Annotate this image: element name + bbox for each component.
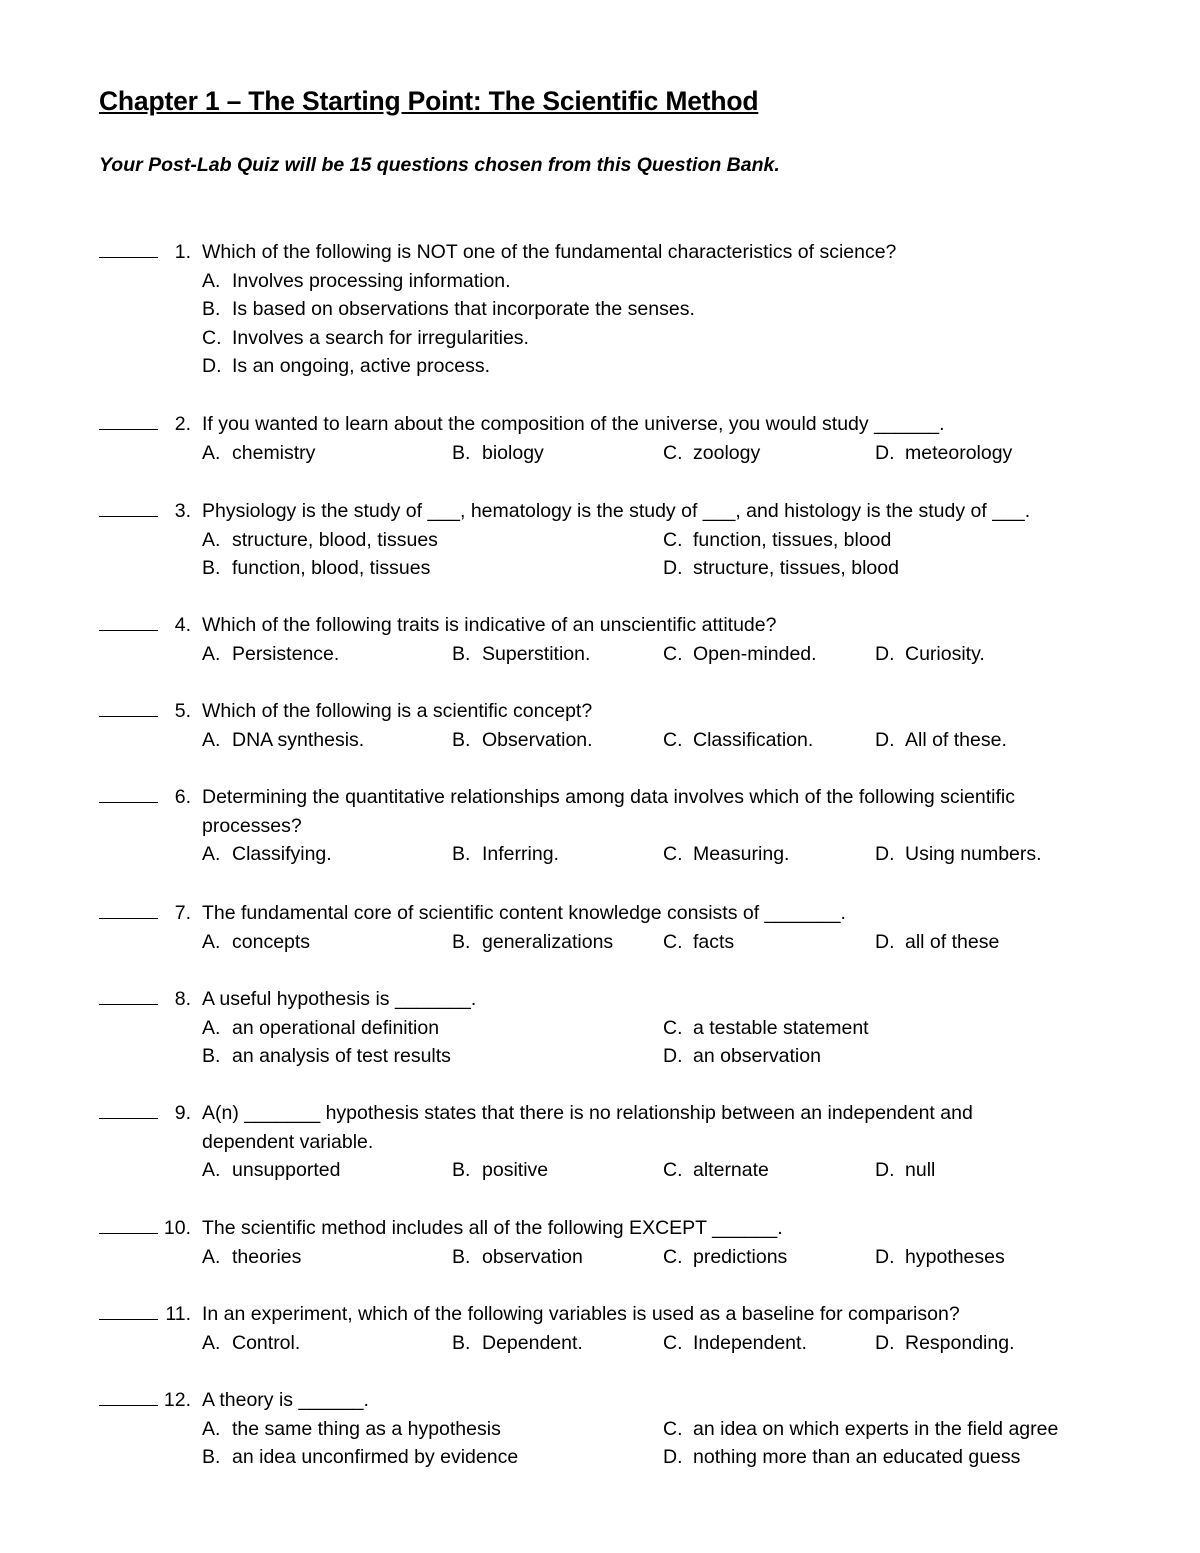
option-letter: C.: [663, 843, 683, 865]
option-text: predictions: [693, 1245, 788, 1268]
option-letter: A.: [202, 1417, 221, 1440]
question-text: [202, 1214, 1142, 1243]
option-letter: B.: [452, 843, 471, 865]
option-text: an observation: [693, 1045, 821, 1067]
question-text-line: The scientific method includes all of the following EXCEPT ______.: [202, 1217, 783, 1239]
option-letter: D.: [875, 1245, 895, 1268]
option-letter: D.: [875, 441, 895, 464]
question-number: 8.: [174, 988, 191, 1010]
option-text: Involves processing information.: [232, 269, 511, 292]
question-text-line: processes?: [202, 814, 302, 837]
option-letter: D.: [663, 1045, 683, 1067]
option-text: Independent.: [693, 1331, 807, 1354]
option-text: Is based on observations that incorporate the senses.: [232, 298, 695, 320]
question-text: [202, 238, 1142, 267]
option-letter: A.: [202, 441, 221, 464]
answer-option: [202, 554, 430, 583]
option-letter: C.: [663, 1016, 683, 1039]
option-text: nothing more than an educated guess: [693, 1446, 1021, 1468]
answer-option: [202, 295, 695, 324]
option-letter: A.: [202, 1159, 221, 1181]
option-text: unsupported: [232, 1159, 341, 1181]
question-text: [202, 697, 1142, 726]
answer-blank: [99, 1118, 158, 1119]
option-letter: C.: [663, 441, 683, 464]
answer-option: [452, 928, 613, 957]
option-letter: C.: [663, 728, 683, 751]
option-text: generalizations: [482, 930, 614, 953]
question-text-line: Which of the following is a scientific concept?: [202, 700, 593, 722]
answer-option: [663, 1156, 769, 1185]
option-letter: A.: [202, 528, 221, 551]
question-text-line: Determining the quantitative relationships among data involves which of the following scientific: [202, 786, 1015, 808]
question-text-line: Physiology is the study of ___, hematology is the study of ___, and histology is the study of ___.: [202, 500, 1031, 522]
option-letter: B.: [452, 930, 471, 953]
option-text: Inferring.: [482, 843, 559, 865]
option-letter: A.: [202, 1331, 221, 1354]
answer-option: [202, 1415, 501, 1444]
option-text: the same thing as a hypothesis: [232, 1417, 501, 1440]
option-letter: D.: [663, 1446, 683, 1468]
option-letter: C.: [663, 1245, 683, 1268]
option-text: Is an ongoing, active process.: [232, 355, 490, 377]
option-letter: A.: [202, 1245, 221, 1268]
option-text: Control.: [232, 1331, 301, 1354]
option-text: null: [905, 1159, 936, 1181]
option-text: Measuring.: [693, 843, 790, 865]
question-number: 10.: [163, 1217, 191, 1239]
option-letter: B.: [452, 728, 471, 751]
answer-blank: [99, 1004, 158, 1005]
answer-blank: [99, 1233, 158, 1234]
option-text: DNA synthesis.: [232, 728, 365, 751]
answer-option: [202, 526, 438, 555]
option-text: chemistry: [232, 441, 316, 464]
option-letter: D.: [875, 642, 895, 665]
question-text: [202, 985, 1142, 1014]
question-text: [202, 1099, 1142, 1156]
question-number: 7.: [174, 902, 191, 924]
option-text: Involves a search for irregularities.: [232, 326, 529, 349]
option-text: meteorology: [905, 441, 1013, 464]
option-text: all of these: [905, 930, 1000, 953]
answer-option: [663, 1415, 1058, 1444]
option-text: structure, tissues, blood: [693, 557, 899, 579]
option-letter: B.: [202, 557, 221, 579]
question-text-line: Which of the following is NOT one of the fundamental characteristics of science?: [202, 241, 897, 263]
question-number: 2.: [174, 413, 191, 435]
option-text: structure, blood, tissues: [232, 528, 438, 551]
option-text: concepts: [232, 930, 311, 953]
option-text: theories: [232, 1245, 302, 1268]
answer-option: [202, 1014, 439, 1043]
answer-option: [875, 1156, 935, 1185]
question-number: 9.: [174, 1102, 191, 1124]
option-text: observation: [482, 1245, 583, 1268]
question-text-line: A useful hypothesis is _______.: [202, 988, 477, 1010]
option-letter: B.: [202, 1045, 221, 1067]
answer-option: [663, 1243, 787, 1272]
question-number: 5.: [174, 700, 191, 722]
answer-blank: [99, 429, 158, 430]
answer-option: [452, 840, 559, 869]
answer-option: [663, 640, 817, 669]
answer-option: [202, 726, 364, 755]
option-letter: C.: [663, 528, 683, 551]
question-text-line: A(n) _______ hypothesis states that there is no relationship between an independent and: [202, 1102, 973, 1124]
option-letter: C.: [663, 642, 683, 665]
answer-option: [452, 1156, 548, 1185]
option-text: zoology: [693, 441, 761, 464]
option-letter: C.: [663, 1417, 683, 1440]
option-letter: A.: [202, 1016, 221, 1039]
answer-option: [202, 1042, 451, 1071]
option-letter: C.: [663, 930, 683, 953]
option-text: Curiosity.: [905, 642, 985, 665]
option-letter: B.: [452, 441, 471, 464]
option-text: hypotheses: [905, 1245, 1005, 1268]
question-text-line: If you wanted to learn about the composition of the universe, you would study ______.: [202, 413, 945, 435]
option-text: Open-minded.: [693, 642, 817, 665]
answer-option: [202, 324, 529, 353]
option-letter: B.: [452, 1159, 471, 1181]
answer-option: [202, 267, 511, 296]
answer-blank: [99, 1405, 158, 1406]
option-letter: C.: [663, 1331, 683, 1354]
answer-option: [663, 928, 734, 957]
option-letter: A.: [202, 843, 221, 865]
question-number: 6.: [174, 786, 191, 808]
option-text: Responding.: [905, 1331, 1015, 1354]
option-text: an operational definition: [232, 1016, 440, 1039]
option-letter: B.: [452, 1331, 471, 1354]
question-text-line: A theory is ______.: [202, 1389, 369, 1411]
option-letter: D.: [875, 843, 895, 865]
option-letter: D.: [663, 557, 683, 579]
option-text: Superstition.: [482, 642, 591, 665]
option-text: an idea on which experts in the field agree: [693, 1417, 1059, 1440]
answer-option: [452, 1243, 583, 1272]
answer-option: [663, 840, 789, 869]
question-text-line: dependent variable.: [202, 1130, 374, 1153]
answer-option: [663, 1329, 807, 1358]
answer-option: [202, 1156, 340, 1185]
answer-option: [202, 352, 490, 381]
option-letter: D.: [875, 728, 895, 751]
answer-option: [202, 1443, 518, 1472]
answer-option: [663, 554, 899, 583]
answer-option: [202, 1329, 300, 1358]
option-letter: C.: [663, 1159, 683, 1181]
answer-option: [202, 1243, 301, 1272]
answer-option: [663, 526, 891, 555]
answer-blank: [99, 516, 158, 517]
answer-option: [875, 640, 985, 669]
question-number: 12.: [163, 1389, 191, 1411]
answer-blank: [99, 802, 158, 803]
option-letter: D.: [875, 1331, 895, 1354]
answer-option: [875, 840, 1042, 869]
option-text: a testable statement: [693, 1016, 869, 1039]
option-text: Persistence.: [232, 642, 340, 665]
option-letter: A.: [202, 930, 221, 953]
question-text: [202, 899, 1142, 928]
question-text: [202, 1386, 1142, 1415]
answer-option: [452, 1329, 583, 1358]
question-text: [202, 410, 1142, 439]
answer-option: [452, 726, 593, 755]
option-letter: D.: [875, 930, 895, 953]
option-letter: A.: [202, 642, 221, 665]
option-letter: C.: [202, 326, 222, 349]
question-number: 11.: [165, 1303, 191, 1325]
option-text: positive: [482, 1159, 549, 1181]
option-text: facts: [693, 930, 735, 953]
question-text: [202, 497, 1142, 526]
option-text: an idea unconfirmed by evidence: [232, 1446, 519, 1468]
option-letter: B.: [452, 1245, 471, 1268]
question-number: 3.: [174, 500, 191, 522]
answer-option: [663, 439, 760, 468]
question-text-line: In an experiment, which of the following variables is used as a baseline for comparison?: [202, 1303, 960, 1325]
answer-option: [202, 928, 310, 957]
question-number: 1.: [174, 241, 191, 263]
answer-option: [663, 1014, 869, 1043]
option-text: function, tissues, blood: [693, 528, 892, 551]
answer-blank: [99, 630, 158, 631]
answer-blank: [99, 918, 158, 919]
option-text: an analysis of test results: [232, 1045, 451, 1067]
answer-option: [202, 640, 339, 669]
answer-option: [875, 1243, 1005, 1272]
answer-option: [202, 439, 315, 468]
answer-blank: [99, 1319, 158, 1320]
option-letter: D.: [875, 1159, 895, 1181]
page-title: Chapter 1 – The Starting Point: The Scientific Method: [99, 86, 759, 116]
option-letter: B.: [202, 1446, 221, 1468]
option-text: Observation.: [482, 728, 593, 751]
question-number: 4.: [174, 614, 191, 636]
option-letter: B.: [202, 298, 221, 320]
answer-option: [663, 1042, 821, 1071]
option-text: Dependent.: [482, 1331, 583, 1354]
question-text: [202, 611, 1142, 640]
question-text: [202, 1300, 1142, 1329]
answer-option: [452, 640, 590, 669]
question-text: [202, 783, 1142, 840]
option-text: All of these.: [905, 728, 1007, 751]
answer-option: [663, 726, 813, 755]
page-subtitle: Your Post-Lab Quiz will be 15 questions chosen from this Question Bank.: [99, 154, 780, 176]
answer-blank: [99, 257, 158, 258]
option-text: Classifying.: [232, 843, 332, 865]
answer-option: [452, 439, 544, 468]
option-letter: A.: [202, 728, 221, 751]
answer-option: [875, 928, 999, 957]
option-letter: D.: [202, 355, 222, 377]
answer-blank: [99, 716, 158, 717]
answer-option: [663, 1443, 1020, 1472]
answer-option: [875, 726, 1007, 755]
answer-option: [202, 840, 332, 869]
answer-option: [875, 1329, 1015, 1358]
option-text: biology: [482, 441, 544, 464]
option-letter: A.: [202, 269, 221, 292]
option-text: function, blood, tissues: [232, 557, 431, 579]
option-letter: B.: [452, 642, 471, 665]
option-text: alternate: [693, 1159, 769, 1181]
question-text-line: Which of the following traits is indicative of an unscientific attitude?: [202, 614, 777, 636]
option-text: Classification.: [693, 728, 814, 751]
question-text-line: The fundamental core of scientific content knowledge consists of _______.: [202, 902, 846, 924]
answer-option: [875, 439, 1012, 468]
option-text: Using numbers.: [905, 843, 1042, 865]
